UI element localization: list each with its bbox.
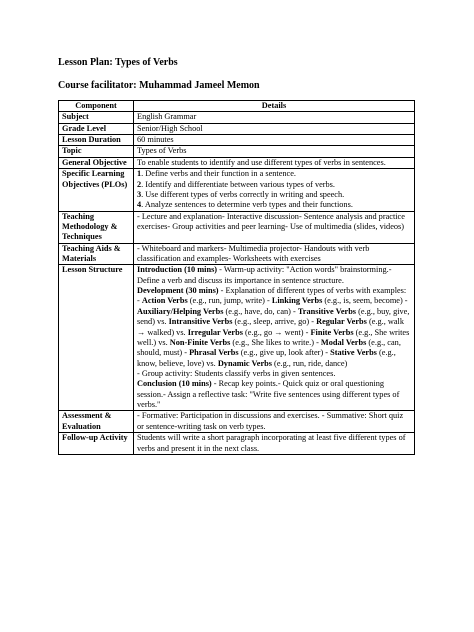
details-cell <box>134 169 415 211</box>
details-cell: - Formative: Participation in discussions and exercises. - Summative: Short quiz or sentence-writing task on verb types. <box>134 411 415 433</box>
plo-text: . Use different types of verbs correctly in writing and speech. <box>141 189 345 199</box>
component-cell: Lesson Duration <box>59 135 134 146</box>
verb-type: Finite Verbs <box>310 327 354 337</box>
table-row <box>59 135 415 146</box>
component-cell: Follow-up Activity <box>59 433 134 455</box>
component-cell: Teaching Methodology & Techniques <box>59 211 134 243</box>
plo-number: 3 <box>137 189 142 199</box>
verb-type: Stative Verbs <box>330 348 377 358</box>
details-cell: Types of Verbs <box>134 146 415 157</box>
table-row <box>59 243 415 265</box>
verb-example: (e.g., run, ride, dance) <box>271 358 348 368</box>
details-cell: Senior/High School <box>134 123 415 134</box>
plo-item <box>137 180 411 190</box>
plo-text: . Identify and differentiate between various types of verbs. <box>141 179 335 189</box>
introduction-text: - Warm-up activity: "Action words" brainstorming.- Define a verb and discuss its importance in sentence structure. <box>137 265 392 285</box>
document-title: Lesson Plan: Types of Verbs <box>58 57 178 68</box>
component-cell: General Objective <box>59 157 134 168</box>
introduction-heading: Introduction (10 mins) <box>137 265 218 275</box>
lesson-plan-table <box>58 100 415 455</box>
verb-example: (e.g., have, do, can) - <box>223 306 298 316</box>
component-cell: Lesson Structure <box>59 265 134 411</box>
header-details: Details <box>134 101 415 112</box>
verb-type: Non-Finite Verbs <box>169 337 231 347</box>
table-row <box>59 146 415 157</box>
plo-text: . Define verbs and their function in a sentence. <box>141 169 296 179</box>
table-header-row <box>59 101 415 112</box>
plo-item <box>137 200 411 210</box>
verb-example: (e.g., buy, give, send) vs. <box>137 306 410 327</box>
verb-type: Action Verbs <box>141 296 188 306</box>
conclusion-text: - Recap key points.- Quick quiz or oral questioning session.- Assign a reflective task: "Write five sentences using different types of verbs." <box>137 379 400 410</box>
table-row <box>59 169 415 211</box>
table-row <box>59 411 415 433</box>
verb-example: (e.g., give up, look after) - <box>238 348 331 358</box>
table-row <box>59 112 415 123</box>
verb-type: Transitive Verbs <box>297 306 357 316</box>
table-row <box>59 265 415 411</box>
details-cell: English Grammar <box>134 112 415 123</box>
development-section <box>137 286 411 369</box>
development-text: - Explanation of different types of verbs with examples: - <box>137 286 407 306</box>
conclusion-section <box>137 379 411 410</box>
plo-text: . Analyze sentences to determine verb types and their functions. <box>141 200 353 210</box>
header-component: Component <box>59 101 134 112</box>
plo-number: 2 <box>137 179 142 189</box>
verb-example: (e.g., run, jump, write) - <box>187 296 272 306</box>
table-row <box>59 157 415 168</box>
development-heading: Development (30 mins) <box>137 286 219 296</box>
verb-example: (e.g., She writes well.) vs. <box>137 327 410 347</box>
verb-type: Modal Verbs <box>320 337 367 347</box>
table-row <box>59 211 415 243</box>
verb-example: (e.g., is, seem, become) - <box>322 296 408 306</box>
details-cell: - Lecture and explanation- Interactive discussion- Sentence analysis and practice exercises- Group activities and peer learning- Use of multimedia (slides, videos) <box>134 211 415 243</box>
verb-example: (e.g., go → went) - <box>242 327 311 337</box>
component-cell: Grade Level <box>59 123 134 134</box>
verb-example: (e.g., She likes to write.) - <box>230 337 321 347</box>
introduction-section <box>137 265 411 286</box>
plo-number: 4 <box>137 200 142 210</box>
verb-type: Phrasal Verbs <box>189 348 239 358</box>
verb-type: Intransitive Verbs <box>168 317 233 327</box>
verb-example: (e.g., can, should, must) - <box>137 337 401 358</box>
verb-type: Linking Verbs <box>271 296 323 306</box>
course-facilitator: Course facilitator: Muhammad Jameel Memon <box>58 80 260 91</box>
component-cell: Specific Learning Objectives (PLOs) <box>59 169 134 211</box>
verb-type: Dynamic Verbs <box>217 358 272 368</box>
group-activity: - Group activity: Students classify verbs in given sentences. <box>137 368 336 378</box>
table-row <box>59 123 415 134</box>
verb-example: (e.g., walk → walked) vs. <box>137 317 404 337</box>
component-cell: Subject <box>59 112 134 123</box>
component-cell: Teaching Aids & Materials <box>59 243 134 265</box>
table-row <box>59 433 415 455</box>
verb-type: Regular Verbs <box>316 317 367 327</box>
plo-number: 1 <box>137 169 142 179</box>
details-cell: 60 minutes <box>134 135 415 146</box>
verb-example: (e.g., sleep, arrive, go) - <box>232 317 317 327</box>
component-cell: Assessment & Evaluation <box>59 411 134 433</box>
conclusion-heading: Conclusion (10 mins) <box>137 379 212 389</box>
details-cell: To enable students to identify and use different types of verbs in sentences. <box>134 157 415 168</box>
details-cell <box>134 265 415 411</box>
details-cell: Students will write a short paragraph incorporating at least five different types of verbs and present it in the next class. <box>134 433 415 455</box>
plo-item <box>137 190 411 200</box>
details-cell: - Whiteboard and markers- Multimedia projector- Handouts with verb classification and examples- Worksheets with exercises <box>134 243 415 265</box>
verb-type: Irregular Verbs <box>187 327 243 337</box>
verb-type: Auxiliary/Helping Verbs <box>137 306 224 316</box>
verb-example: (e.g., know, believe, love) vs. <box>137 348 396 368</box>
component-cell: Topic <box>59 146 134 157</box>
plo-item <box>137 169 411 179</box>
